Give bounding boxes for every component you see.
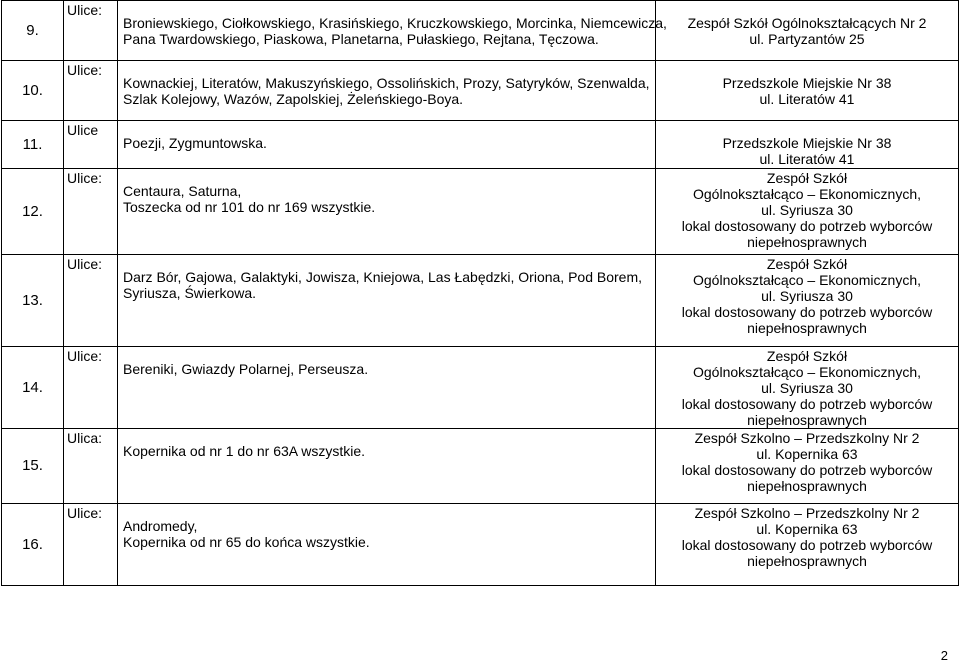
polling-station-line: Ogólnokształcąco – Ekonomicznych, [693, 186, 921, 202]
polling-station-line: Zespół Szkół [766, 348, 848, 364]
polling-station-line: Przedszkole Miejskie Nr 38 [722, 135, 892, 151]
streets-list [118, 504, 656, 586]
polling-station-line: ul. Kopernika 63 [756, 521, 858, 537]
streets-lines [123, 61, 655, 107]
district-row [2, 121, 959, 169]
streets-label: Ulice: [64, 1, 118, 61]
streets-label: Ulice: [64, 255, 118, 347]
district-number: 10. [2, 61, 64, 121]
district-number: 11. [2, 121, 64, 169]
polling-station-lines [656, 169, 958, 250]
polling-station [656, 169, 959, 255]
streets-lines [123, 255, 655, 301]
polling-station-line: niepełnosprawnych [747, 412, 867, 428]
polling-station-line: lokal dostosowany do potrzeb wyborców [681, 396, 933, 412]
streets-list [118, 347, 656, 429]
districts-table-body [2, 1, 959, 586]
streets-label: Ulica: [64, 429, 118, 504]
polling-station-line: ul. Syriusza 30 [761, 288, 853, 304]
streets-lines [123, 347, 655, 377]
streets-list [118, 1, 667, 61]
polling-station [656, 1, 959, 61]
districts-table [1, 0, 959, 586]
polling-station-line: lokal dostosowany do potrzeb wyborców [681, 462, 933, 478]
street-line: Kopernika od nr 1 do nr 63A wszystkie. [123, 443, 366, 459]
polling-station [656, 429, 959, 504]
polling-station-lines [656, 255, 958, 336]
district-row [2, 1, 959, 61]
streets-list [118, 255, 656, 347]
district-row [2, 347, 959, 429]
polling-station-lines [656, 429, 958, 494]
polling-station-line: Zespół Szkolno – Przedszkolny Nr 2 [694, 430, 920, 446]
polling-station-line: Zespół Szkół [766, 256, 848, 272]
street-line: Centaura, Saturna, [123, 183, 242, 199]
polling-station-line: lokal dostosowany do potrzeb wyborców [681, 304, 933, 320]
district-number: 16. [2, 504, 64, 586]
streets-label: Ulice: [64, 61, 118, 121]
page-number: 2 [940, 648, 948, 663]
polling-station-lines [656, 347, 958, 428]
polling-station-line: Przedszkole Miejskie Nr 38 [722, 75, 892, 91]
polling-station-line: lokal dostosowany do potrzeb wyborców [681, 218, 933, 234]
street-line: Andromedy, [123, 518, 198, 534]
polling-station [656, 347, 959, 429]
street-line: Pana Twardowskiego, Piaskowa, Planetarna, Pułaskiego, Rejtana, Tęczowa. [123, 31, 599, 47]
polling-station-line: niepełnosprawnych [747, 234, 867, 250]
polling-station-line: Ogólnokształcąco – Ekonomicznych, [693, 272, 921, 288]
street-line: Darz Bór, Gajowa, Galaktyki, Jowisza, Kniejowa, Las Łabędzki, Oriona, Pod Borem, [123, 269, 643, 285]
polling-station-line: lokal dostosowany do potrzeb wyborców [681, 537, 933, 553]
district-number: 12. [2, 169, 64, 255]
polling-station-line: Zespół Szkolno – Przedszkolny Nr 2 [694, 505, 920, 521]
polling-station-lines [656, 1, 958, 47]
street-line: Broniewskiego, Ciołkowskiego, Krasińskiego, Kruczkowskiego, Morcinka, Niemcewicza, [123, 15, 667, 31]
streets-label: Ulice: [64, 504, 118, 586]
streets-lines [123, 169, 655, 215]
polling-station-line: niepełnosprawnych [747, 478, 867, 494]
district-row [2, 61, 959, 121]
polling-station-line: ul. Kopernika 63 [756, 446, 858, 462]
polling-station [656, 255, 959, 347]
streets-list [118, 121, 656, 169]
polling-station-line: niepełnosprawnych [747, 320, 867, 336]
polling-station-line: ul. Literatów 41 [759, 91, 855, 107]
street-line: Kownackiej, Literatów, Makuszyńskiego, Ossolińskich, Prozy, Satyryków, Szenwalda, [123, 75, 650, 91]
streets-label: Ulice [64, 121, 118, 169]
streets-label: Ulice: [64, 347, 118, 429]
district-row [2, 504, 959, 586]
street-line: Poezji, Zygmuntowska. [123, 135, 267, 151]
district-number: 13. [2, 255, 64, 347]
district-row [2, 429, 959, 504]
polling-station-line: niepełnosprawnych [747, 553, 867, 569]
street-line: Syriusza, Świerkowa. [123, 285, 257, 301]
street-line: Kopernika od nr 65 do końca wszystkie. [123, 534, 370, 550]
polling-station-line: ul. Syriusza 30 [761, 202, 853, 218]
polling-station [656, 504, 959, 586]
district-number: 14. [2, 347, 64, 429]
district-number: 9. [2, 1, 64, 61]
polling-station-line: Ogólnokształcąco – Ekonomicznych, [693, 364, 921, 380]
street-line: Toszecka od nr 101 do nr 169 wszystkie. [123, 199, 376, 215]
polling-station-line: Zespół Szkół [766, 170, 848, 186]
polling-station-line: Zespół Szkół Ogólnokształcących Nr 2 [687, 15, 927, 31]
polling-station-line: ul. Literatów 41 [759, 151, 855, 167]
district-row [2, 169, 959, 255]
polling-station-line: ul. Syriusza 30 [761, 380, 853, 396]
polling-station [656, 121, 959, 169]
streets-label: Ulice: [64, 169, 118, 255]
street-line: Bereniki, Gwiazdy Polarnej, Perseusza. [123, 361, 369, 377]
district-number: 15. [2, 429, 64, 504]
streets-list [118, 429, 656, 504]
polling-station-lines [656, 121, 958, 167]
streets-list [118, 61, 656, 121]
streets-lines [123, 504, 655, 550]
polling-station-lines [656, 61, 958, 107]
polling-station-line: ul. Partyzantów 25 [749, 31, 865, 47]
streets-lines [123, 429, 655, 459]
polling-station-lines [656, 504, 958, 569]
streets-lines [123, 121, 655, 151]
streets-lines [123, 1, 667, 47]
district-row [2, 255, 959, 347]
street-line: Szlak Kolejowy, Wazów, Zapolskiej, Żeleńskiego-Boya. [123, 91, 464, 107]
polling-station [656, 61, 959, 121]
streets-list [118, 169, 656, 255]
